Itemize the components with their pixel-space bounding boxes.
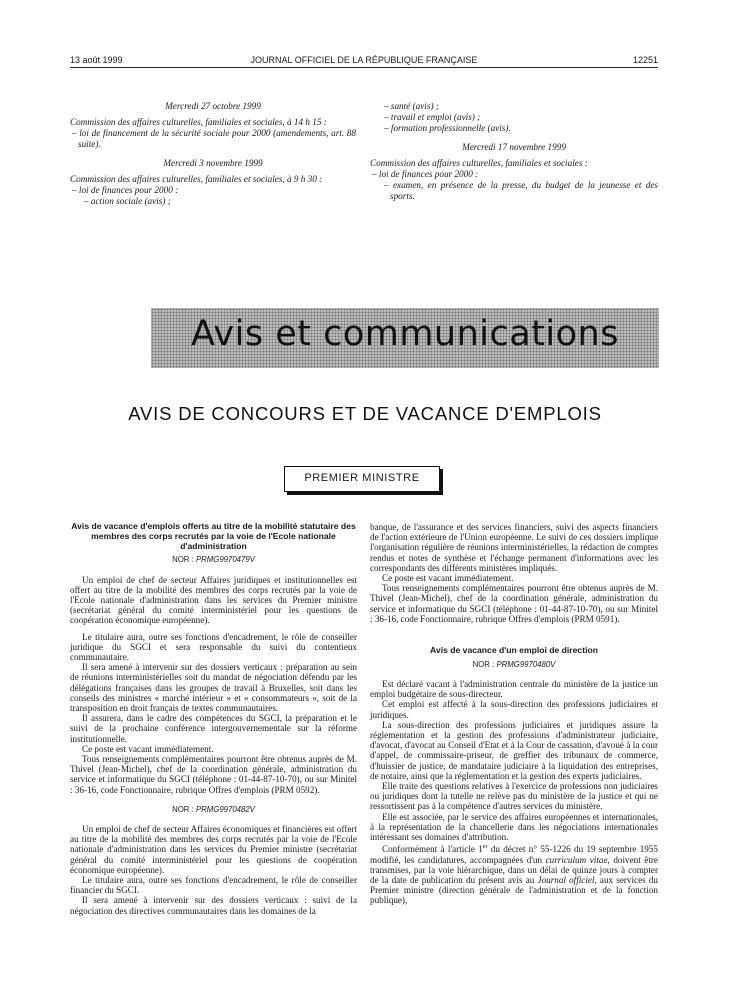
paragraph: Ce poste est vacant immédiatement. xyxy=(82,743,214,754)
paragraph: La sous-direction des professions judiciaires et juridiques assure la réglementation et la gestion des professions d'administrateur judiciaire, d'avocat, d'avocat au Conseil d'Etat et à la Cour de cassation, d'avoué à la cour d'appel, de commissaire-priseur, de greffier des tribunaux de commerce, d'huissier de justice, de mandataire judiciaire à la liquidation des entreprises, de notaire, ainsi que la réglementation et la gestion des experts judiciaires. xyxy=(370,719,658,781)
banner-title: Avis et communications xyxy=(191,314,619,354)
header-rule xyxy=(70,67,658,68)
agenda-right-column xyxy=(370,101,658,202)
agenda-date: Mercredi 3 novembre 1999 xyxy=(163,158,263,168)
agenda-subitem: – examen, en présence de la presse, du budget de la jeunesse et des sports. xyxy=(384,180,658,201)
paragraph: Cet emploi est affecté à la sous-direction des professions judiciaires et juridiques. xyxy=(370,699,658,720)
right-article-column xyxy=(370,522,658,906)
agenda-commission: Commission des affaires culturelles, familiales et sociales, à 9 h 30 : xyxy=(70,174,323,184)
agenda-subitem: – formation professionnelle (avis). xyxy=(384,123,511,133)
paragraph: Un emploi de chef de secteur Affaires économiques et financières est offert au titre de la mobilité des membres des corps recrutés par la voie de l'Ecole nationale d'administration dans les services du Premier ministre (secrétariat général du comité interministériel pour les questions de coopération économique européenne). xyxy=(70,824,357,875)
agenda-date: Mercredi 27 octobre 1999 xyxy=(165,101,261,111)
nor-reference: NOR : PRMG9970479V xyxy=(172,555,255,565)
agenda-item: – loi de financement de la sécurité sociale pour 2000 (amendements, art. 88 suite). xyxy=(72,128,356,149)
ministry-name: PREMIER MINISTRE xyxy=(304,472,420,484)
paragraph: Tous renseignements complémentaires pourront être obtenus auprès de M. Thivel (Jean-Michel), chef de la coordination générale, administration du service et informatique du SGCI (téléphone : 01-44-87-10-70), ou sur Minitel : 36-16, code Fonctionnaire, rubrique Offres d'emplois (PRM 0592). xyxy=(70,754,357,795)
article-title: Avis de vacance d'emplois offerts au titre de la mobilité statutaire des membres des corps recrutés par la voie de l'Ecole nationale d'administration xyxy=(71,521,356,551)
agenda-commission: Commission des affaires culturelles, familiales et sociales, à 14 h 15 : xyxy=(70,117,327,127)
nor-reference: NOR : PRMG9970482V xyxy=(172,804,255,814)
paragraph: Elle est associée, par le service des affaires européennes et internationales, à la représentation de la chancellerie dans les négociations internationales intéressant ses domaines d'attribution. xyxy=(370,811,658,843)
paragraph: Il sera amené à intervenir sur des dossiers verticaux : préparation au sein de réunions interministérielles soit du mandat de négociation défendu par les délégations françaises dans les groupes de travail à Bruxelles, soit dans les conseils des ministres « marché intérieur » et « consommateurs », soit de la transposition en droit français de textes communautaires. xyxy=(70,662,357,714)
paragraph: Elle traite des questions relatives à l'exercice de professions non judiciaires ou juridiques dont la tutelle ne relève pas du ministère de la justice et qui ne ressortissent pas à la compétence d'autres services du ministère. xyxy=(370,781,658,812)
paragraph: banque, de l'assurance et des services financiers, suivi des aspects financiers de l'action extérieure de l'Union européenne. Le suivi de ces dossiers implique l'organisation régulière de réunions interministérielles, la rédaction de comptes rendus et notes de synthèse et l'échange permanent d'informations avec les correspondants des différents ministères impliqués. xyxy=(370,522,658,573)
header-journal-title: JOURNAL OFFICIEL DE LA RÉPUBLIQUE FRANÇAISE xyxy=(250,55,478,65)
ministry-box xyxy=(284,466,440,492)
agenda-commission: Commission des affaires culturelles, familiales et sociales : xyxy=(370,158,588,168)
paragraph: Il sera amené à intervenir sur des dossiers verticaux : suivi de la négociation des directives communautaires dans les domaines de la xyxy=(70,895,357,916)
paragraph: Un emploi de chef de secteur Affaires juridiques et institutionnelles est offert au titre de la mobilité des membres des corps recrutés par la voie de l'Ecole nationale d'administration dans les services du Premier ministre (secrétariat général du comité interministériel pour les questions de coopération économique européenne). xyxy=(70,574,357,626)
section-banner xyxy=(151,308,659,368)
agenda-subitem: – santé (avis) ; xyxy=(384,101,439,111)
paragraph: Tous renseignements complémentaires pourront être obtenus auprès de M. Thivel (Jean-Michel), chef de la coordination générale, administration du service et informatique du SGCI (téléphone : 01-44-87-10-70), ou sur Minitel : 36-16, code Fonctionnaire, rubrique Offres d'emplois (PRM 0591). xyxy=(370,583,658,624)
left-article-column xyxy=(70,522,357,916)
paragraph: Le titulaire aura, outre ses fonctions d'encadrement, le rôle de conseiller financier du SGCI. xyxy=(70,875,357,896)
agenda-subitem: – travail et emploi (avis) ; xyxy=(384,112,481,122)
header-date: 13 août 1999 xyxy=(70,55,123,65)
paragraph: Il assurera, dans le cadre des compétences du SGCI, la préparation et le suivi de la prochaine conférence intergouvernementale sur la réforme institutionnelle. xyxy=(70,713,357,744)
agenda-item: – loi de finances pour 2000 : xyxy=(372,169,479,179)
agenda-subitem: – action sociale (avis) ; xyxy=(84,196,171,206)
paragraph: Est déclaré vacant à l'administration centrale du ministère de la justice un emploi budgétaire de sous-directeur. xyxy=(370,679,658,700)
paragraph: Ce poste est vacant immédiatement. xyxy=(382,573,514,584)
nor-reference: NOR : PRMG9970480V xyxy=(472,659,556,669)
article-title: Avis de vacance d'un emploi de direction xyxy=(430,645,598,656)
paragraph: Le titulaire aura, outre ses fonctions d'encadrement, le rôle de conseiller juridique du SGCI et sera responsable du suivi du contentieux communautaire. xyxy=(70,631,357,663)
agenda-item: – loi de finances pour 2000 : xyxy=(72,185,179,195)
header-page-number: 12251 xyxy=(632,55,658,65)
paragraph: Conformément à l'article 1er du décret n° 55-1226 du 19 septembre 1955 modifié, les candidatures, accompagnées d'un curriculum vitae, doivent être transmises, par la voie hiérarchique, dans un délai de quinze jours à compter de la date de publication du présent avis au Journal officiel, aux services du Premier ministre (direction générale de l'administration et de la fonction publique), xyxy=(370,844,658,906)
section-title: AVIS DE CONCOURS ET DE VACANCE D'EMPLOIS xyxy=(128,403,602,424)
agenda-date: Mercredi 17 novembre 1999 xyxy=(462,142,566,152)
agenda-left-column xyxy=(70,101,356,207)
